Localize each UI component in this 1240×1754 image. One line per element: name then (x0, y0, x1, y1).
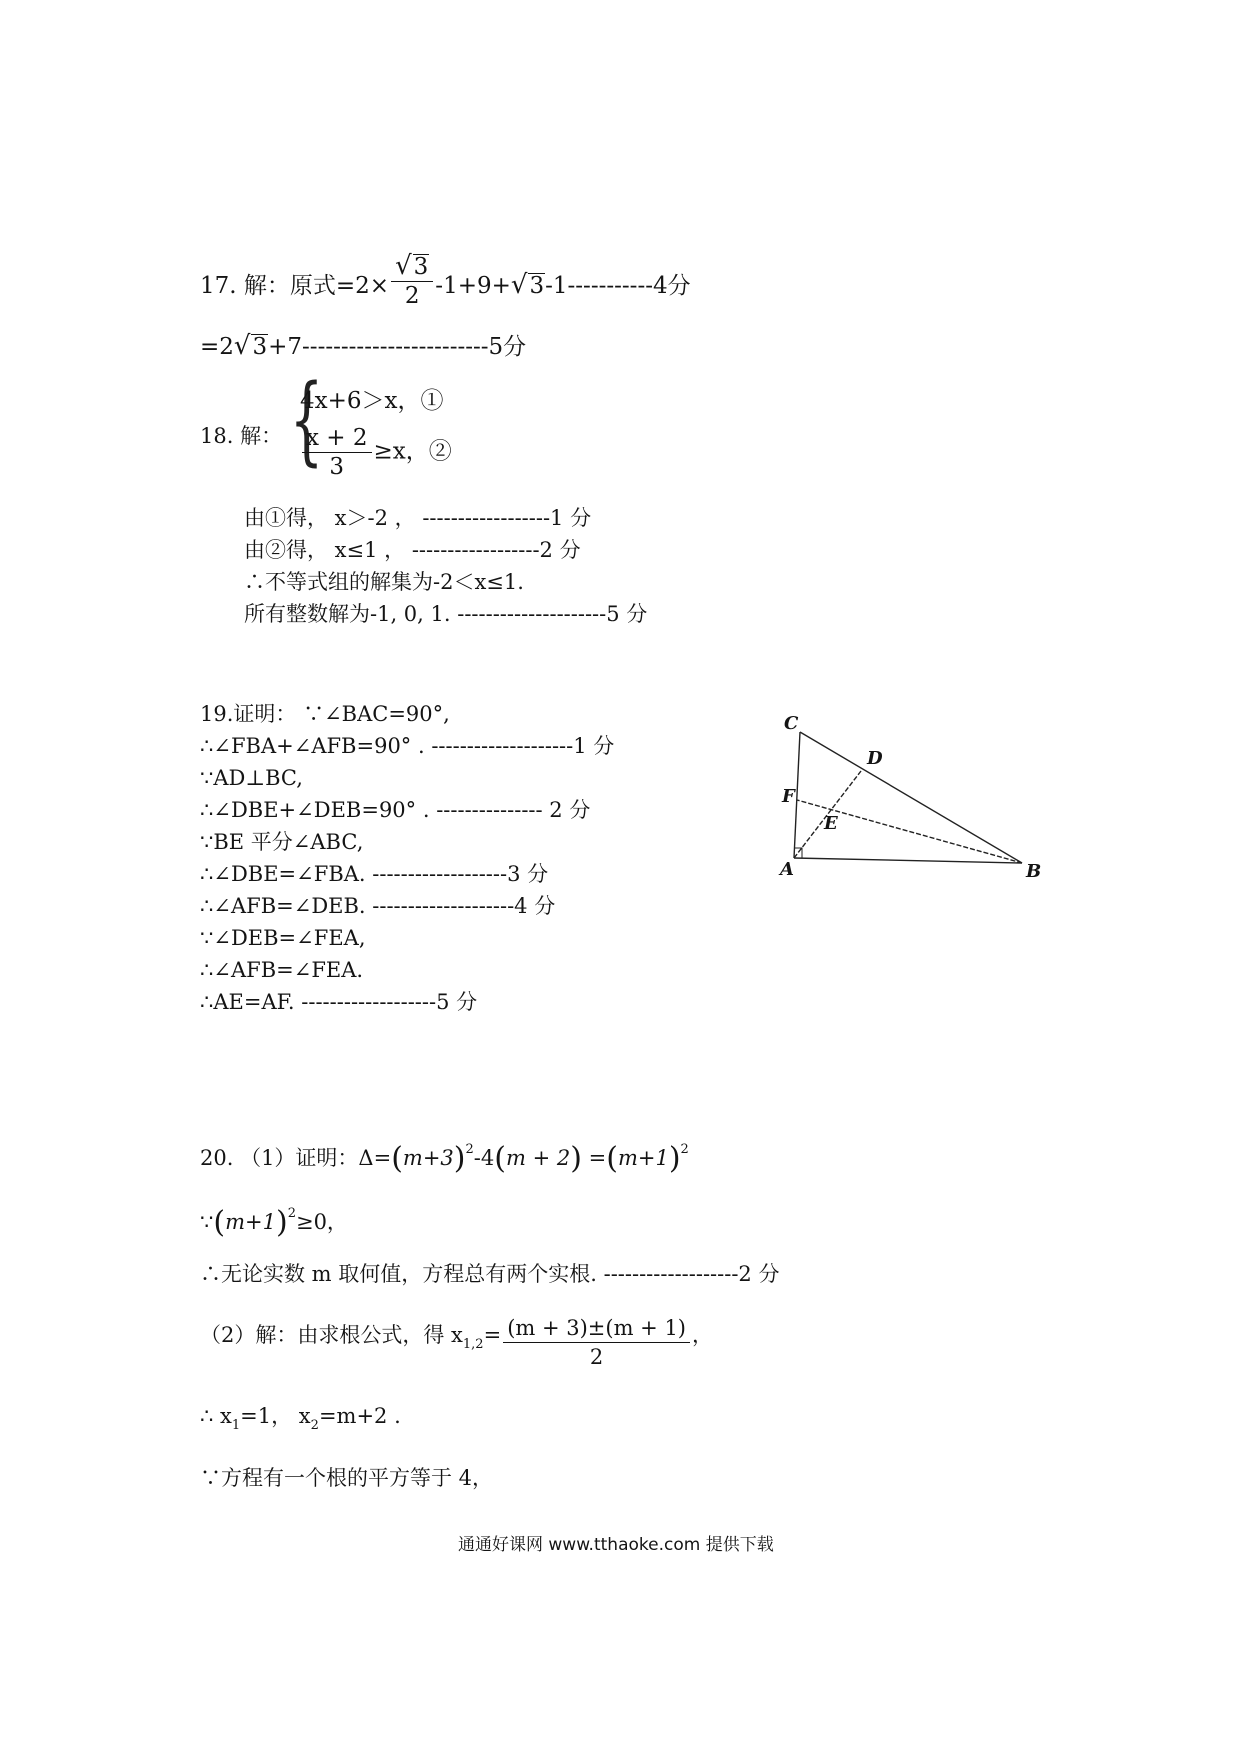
segment-ac (794, 732, 800, 858)
q18-label: 18. 解： (200, 424, 283, 448)
q19-line-9: ∴∠AFB=∠FEA. (200, 958, 364, 982)
page-footer: 通通好课网 www.tthaoke.com 提供下载 (458, 1535, 774, 1555)
label-a: A (780, 859, 794, 880)
q20-line2-pre: ∵ (200, 1210, 214, 1234)
q17-line1: 17. 解：原式=2× $\frac{√3}{2}$ -1+9+√3-1-----------4分 (200, 251, 691, 309)
q19-line-2: ∴∠FBA+∠AFB=90° . --------------------1 分 (200, 734, 615, 758)
label-e: E (824, 813, 838, 834)
q20-line5-a: ∴ x (200, 1404, 232, 1428)
q19-line-6: ∴∠DBE=∠FBA. -------------------3 分 (200, 862, 549, 886)
q18-eq2-rest: ≥x，② (373, 438, 452, 465)
q20-line-4: （2）解：由求根公式，得 $x_{1,2}=$ $\frac{(m + 3)\pm(m + 1)}{2}$ ， (200, 1316, 713, 1369)
q20-exp-a: 2 (465, 1142, 474, 1157)
q20-line-5 (200, 1404, 401, 1438)
q18-line-1: 由①得， x＞-2 ， ------------------1 分 (244, 506, 592, 530)
q17-frac-den: 2 (404, 283, 420, 309)
segment-ab (794, 858, 1022, 863)
q20-line-6: ∵方程有一个根的平方等于 4， (200, 1466, 494, 1490)
label-f: F (782, 786, 795, 807)
q20-eq: = (588, 1146, 607, 1170)
q17-after-sqrt: -1-----------4分 (545, 273, 691, 299)
q18-brace: { (289, 364, 324, 476)
q20-expr-c: m+1 (617, 1146, 669, 1170)
label-b: B (1026, 861, 1042, 882)
q19-line-8: ∵∠DEB=∠FEA, (200, 926, 366, 950)
segment-cb (800, 732, 1022, 863)
q18-frac-num: x + 2 (302, 426, 372, 453)
q20-line5-sub2: 2 (310, 1418, 319, 1433)
q17-radicand: 3 (529, 273, 545, 299)
q20-line-1: 20. （1）证明：$\Delta=(m+3)^2-4(m + 2) =(m+1)^2$ (200, 1141, 689, 1176)
q18-line-4: 所有整数解为-1, 0, 1. ---------------------5 分 (244, 602, 648, 626)
q17-frac-num: 3 (413, 254, 429, 280)
q20-part2-fraction (503, 1316, 690, 1369)
q19-line-3: ∵AD⊥BC, (200, 766, 303, 790)
triangle-figure (770, 710, 1050, 890)
q18-line-2: 由②得， x≤1 ， ------------------2 分 (244, 538, 581, 562)
q20-part2-num: (m + 3)±(m + 1) (503, 1316, 690, 1343)
q20-part2-comma: ， (692, 1323, 713, 1347)
q20-mid: -4 (473, 1146, 495, 1170)
q17-line2: =2√3+7------------------------5分 (200, 331, 527, 361)
q19-line-1: 19.证明： ∵∠BAC=90°, (200, 702, 450, 726)
q20-part2-label: （2）解：由求根公式，得 x (200, 1323, 463, 1347)
label-c: C (784, 713, 799, 734)
q20-expr-a: m+3 (402, 1146, 454, 1170)
q19-line-5: ∵BE 平分∠ABC, (200, 830, 364, 854)
q17-after-frac: -1+9+ (435, 273, 511, 299)
q18-fraction (302, 426, 372, 479)
q20-part2-den: 2 (589, 1345, 604, 1369)
q20-expr-b: m + 2 (505, 1146, 571, 1170)
q20-line-3: ∴无论实数 m 取何值，方程总有两个实根. -------------------2 分 (200, 1262, 780, 1286)
q20-line2-post: ≥0， (295, 1210, 348, 1234)
q20-exp-c: 2 (680, 1142, 689, 1157)
q20-line-2: $\because(m+1)^2\ge 0$， (200, 1205, 348, 1240)
q20-part2-sub: 1,2 (462, 1337, 484, 1352)
q20-line2-expr: m+1 (225, 1210, 276, 1234)
q17-label: 17. 解：原式=2× (200, 273, 390, 299)
q18-frac-den: 3 (329, 454, 345, 480)
q20-line5-b: =1， x (240, 1404, 311, 1428)
q20-part1-label: 20. （1）证明：Δ= (200, 1146, 392, 1170)
q20-line5-sub1: 1 (231, 1418, 241, 1433)
q19-line-4: ∴∠DBE+∠DEB=90° . --------------- 2 分 (200, 798, 591, 822)
q18-line-3: ∴不等式组的解集为-2＜x≤1. (244, 570, 524, 594)
q18-system-eq1: 4x+6＞x，① (300, 388, 444, 414)
q17-fraction: $\frac{√3}{2}$ (391, 254, 433, 308)
q18-system-eq2 (300, 426, 452, 479)
q17-line2-radicand: 3 (252, 334, 268, 360)
q17-line2-post: +7------------------------5分 (268, 334, 527, 360)
label-d: D (867, 748, 883, 769)
q19-line-10: ∴AE=AF. -------------------5 分 (200, 990, 478, 1014)
q20-line2-exp: 2 (287, 1206, 296, 1221)
q20-line5-c: =m+2 . (318, 1404, 401, 1428)
q17-line2-pre: =2 (200, 334, 234, 360)
q19-line-7: ∴∠AFB=∠DEB. --------------------4 分 (200, 894, 556, 918)
